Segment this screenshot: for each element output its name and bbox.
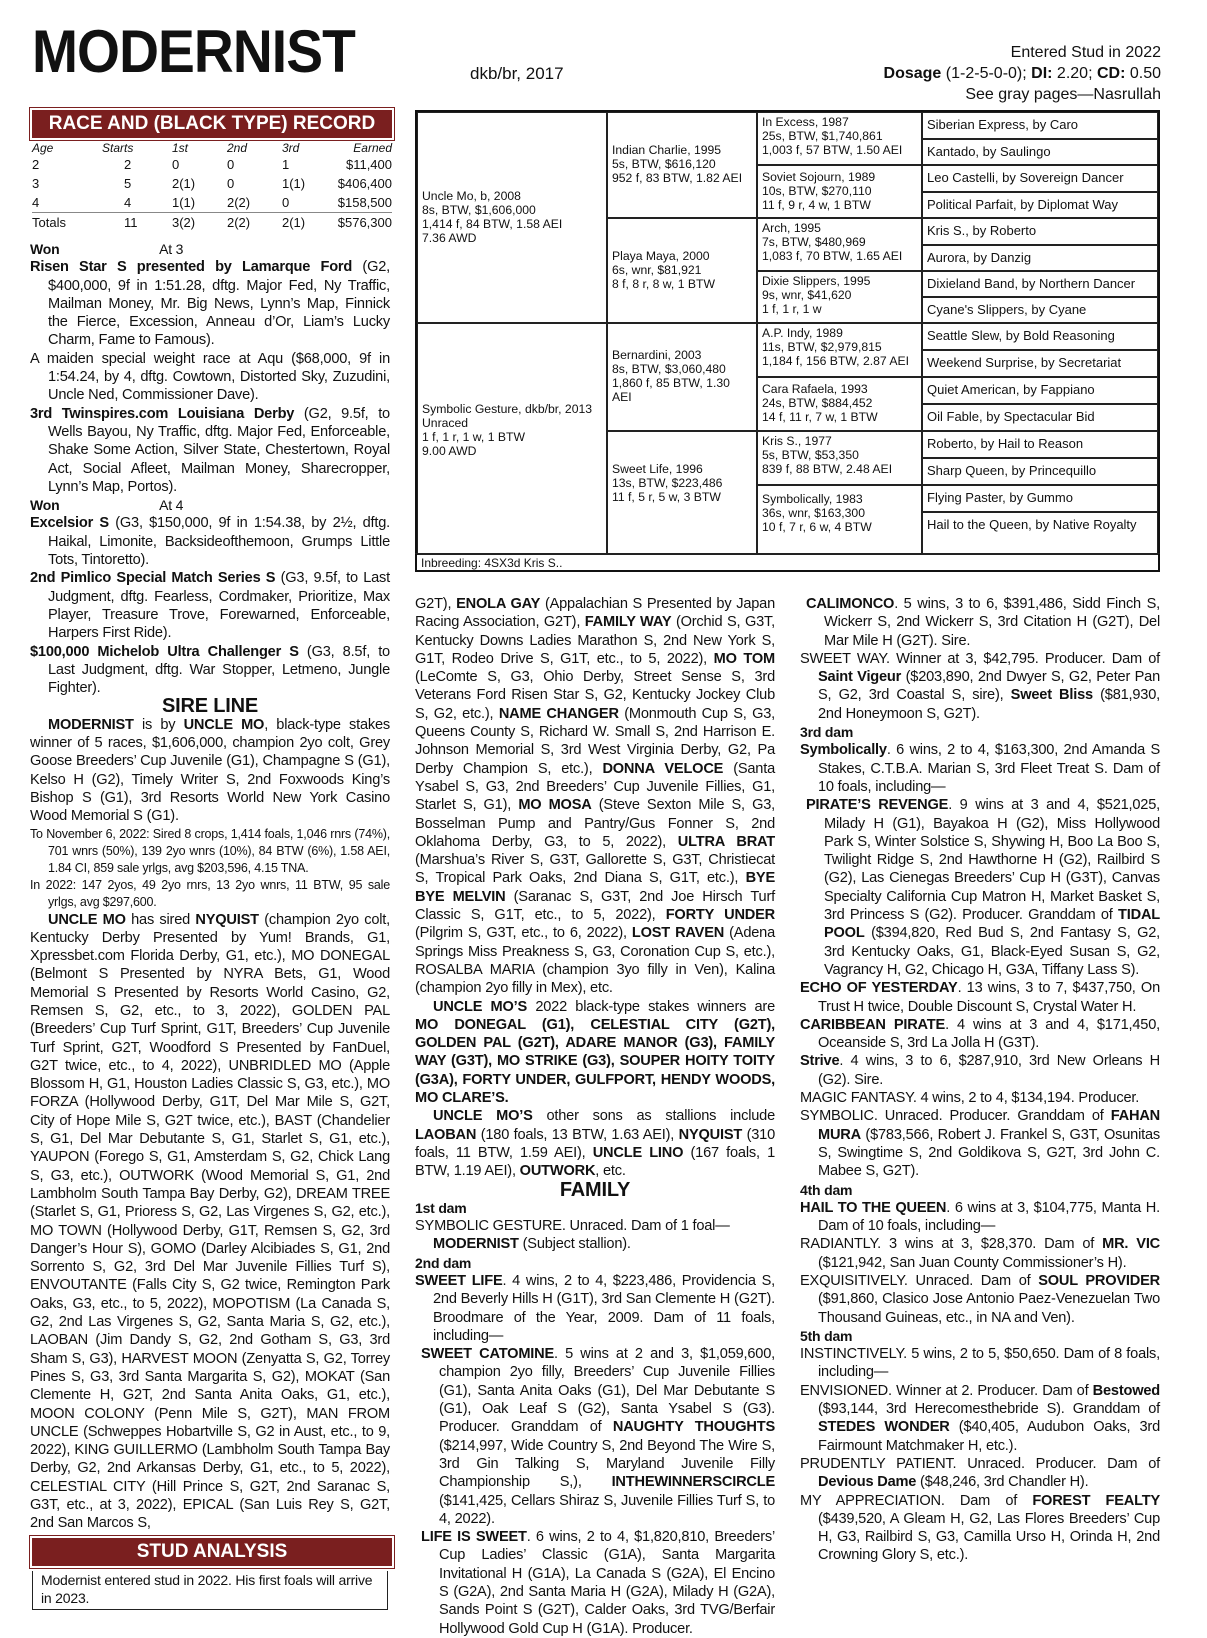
pedigree-g4-ancestor: Oil Fable, by Spectacular Bid bbox=[922, 404, 1158, 431]
produce-entry: ECHO OF YESTERDAY. 13 wins, 3 to 7, $437,750, On Trust H twice, Double Discount S, Crystal Water H. bbox=[800, 980, 1160, 1015]
sire-stats-2022: In 2022: 147 2yos, 49 2yo rnrs, 13 2yo wnrs, 11 BTW, 95 sale yrlgs, avg $297,600. bbox=[30, 877, 390, 909]
second-dam-entry: SWEET LIFE. 4 wins, 2 to 4, $223,486, Providencia S, 2nd Beverly Hills H (G1T), 3rd San Clemente H (G2T). Broodmare of the Year, 2009. Dam of 11 foals, including— bbox=[415, 1272, 775, 1344]
pedigree-g4-ancestor: Weekend Surprise, by Secretariat bbox=[922, 350, 1158, 377]
produce-entry: MY APPRECIATION. Dam of FOREST FEALTY ($439,520, A Gleam H, G2, Las Flores Breeders’ Cup H, G3, Railbird S, G3, Camilla Urso H, Orinda H, 2nd Crowning Glory S, etc.). bbox=[800, 1492, 1161, 1564]
progeny-continued: G2T), ENOLA GAY (Appalachian S Presented by Japan Racing Association, G2T), FAMILY WAY (Orchid S, G3T, Kentucky Downs Ladies Marathon S, 2nd New York S, G1T, Rodeo Drive S, G1T, etc., to 5, 2022), MO TOM (LeComte S, G3, Ohio Derby, Street Sense S, 3rd Veterans Ford Risen Star S, G2, Kentucky Jockey Club S, G2, etc.), NAME CHANGER (Monmouth Cup S, G3, Queens County S, Richard W. Small S, 2nd Harrison E. Johnson Memorial S, 3rd West Virginia Derby, G2, Pa Derby Champion S, etc.), DONNA VELOCE (Santa Ysabel S, G3, 2nd Breeders’ Cup Juvenile Fillies, G1, Starlet S, G1), MO MOSA (Steve Sexton Mile S, G3, Bosselman Pump and Pantry/Gus Fonner S, 2nd Oklahoma Derby, G3, to 5, 2022), ULTRA BRAT (Marshua’s River S, G3T, Gallorette S, G3T, Christiecat S, Tropical Park Oaks, 2nd Diana S, G1T, etc.), BYE BYE MELVIN (Saranac S, G3T, 2nd Joe Hirsch Turf Classic S, G1T, etc., to 5, 2022), FORTY UNDER (Pilgrim S, G3T, etc., to 6, 2022), LOST RAVEN (Adena Springs Miss Preakness S, G3, Coronation Cup S, etc.), ROSALBA MARIA (champion 3yo filly in Ven), Kalina (champion 2yo filly in Mex), etc. bbox=[415, 596, 776, 997]
race-entry: A maiden special weight race at Aqu ($68,000, 9f in 1:54.24, by 4, dftg. Cowtown, Distorted Sky, Zuzudini, Uncle Ned, Commissioner Dave). bbox=[30, 350, 390, 404]
entered-stud: Entered Stud in 2022 bbox=[1010, 44, 1161, 61]
race-record-header: Age Starts 1st 2nd 3rd Earned bbox=[32, 141, 392, 155]
dosage-line: Dosage (1-2-5-0-0); DI: 2.20; CD: 0.50 bbox=[883, 65, 1161, 82]
produce-entry: RADIANTLY. 3 wins at 3, $28,370. Dam of MR. VIC ($121,942, San Juan County Commissioner’s H). bbox=[800, 1236, 1161, 1271]
pedigree-g2: Sweet Life, 1996 13s, BTW, $223,486 11 f, 5 r, 5 w, 3 BTW bbox=[607, 431, 757, 555]
family-heading: FAMILY bbox=[559, 1178, 631, 1201]
pedigree-g4-ancestor: Hail to the Queen, by Native Royalty bbox=[922, 512, 1158, 555]
table-row: 4 4 1(1) 2(2) 0 $158,500 bbox=[32, 195, 392, 210]
third-dam-heading: 3rd dam bbox=[800, 724, 854, 741]
pedigree-g2: Indian Charlie, 1995 5s, BTW, $616,120 952 f, 83 BTW, 1.82 AEI bbox=[607, 112, 757, 218]
produce-entry: SWEET WAY. Winner at 3, $42,795. Producer. Dam of Saint Vigeur ($203,890, 2nd Dwyer S, G2, Peter Pan S, G2, 3rd Coastal S, sire), Sweet Bliss ($81,930, 2nd Honeymoon S, G2T). bbox=[800, 650, 1160, 722]
fourth-dam-entry: HAIL TO THE QUEEN. 6 wins at 3, $104,775, Manta H. Dam of 10 foals, including— bbox=[800, 1199, 1160, 1235]
pedigree-sire: Uncle Mo, b, 2008 8s, BTW, $1,606,000 1,414 f, 84 BTW, 1.58 AEI 7.36 AWD bbox=[417, 112, 607, 323]
stud-analysis-banner: STUD ANALYSIS bbox=[32, 1538, 392, 1566]
produce-entry: PRUDENTLY PATIENT. Unraced. Producer. Dam of Devious Dame ($48,246, 3rd Chandler H). bbox=[800, 1455, 1160, 1491]
pedigree-g3: Soviet Sojourn, 1989 10s, BTW, $270,110 11 f, 9 r, 4 w, 1 BTW bbox=[757, 165, 922, 218]
sire-line-para: MODERNIST is by UNCLE MO, black-type stakes winner of 5 races, $1,606,000, champion 2yo colt, Grey Goose Breeders’ Cup Juvenile (G1), Champagne S (G1), Kelso H (G2), Timely Writer S, 2nd Foxwoods King’s Bishop S (G1), 3rd Resorts World New York Casino Wood Memorial S (G1). bbox=[30, 716, 390, 825]
pedigree-g2: Bernardini, 2003 8s, BTW, $3,060,480 1,860 f, 85 BTW, 1.30 AEI bbox=[607, 323, 757, 431]
race-entry: Excelsior S (G3, $150,000, 9f in 1:54.38, by 2½, dftg. Haikal, Limonite, Backsideofthemoon, Grumps Little Tots, Tintoretto). bbox=[30, 515, 390, 569]
race-and-sire-column bbox=[30, 240, 390, 1533]
produce-entry: LIFE IS SWEET. 6 wins, 2 to 4, $1,820,810, Breeders’ Cup Ladies’ Classic (G1A), Santa Margarita Invitational H (G1A), La Canada S (G2A), El Encino S (G2A), 2nd Santa Maria H (G2A), Milady H (G2A), Sands Point S (G2T), Calder Oaks, 3rd TVG/Berfair Hollywood Gold Cup H (G1A). Producer. bbox=[421, 1529, 775, 1637]
pedigree-g4-ancestor: Dixieland Band, by Northern Dancer bbox=[922, 271, 1158, 297]
pedigree-g4-ancestor: Aurora, by Danzig bbox=[922, 245, 1158, 271]
race-entry: $100,000 Michelob Ultra Challenger S (G3, 8.5f, to Last Judgment, dftg. War Stopper, Letmeno, Jungle Fighter). bbox=[30, 643, 390, 697]
produce-entry: PIRATE’S REVENGE. 9 wins at 3 and 4, $521,025, Milady H (G1), Bayakoa H (G2), Miss Hollywood Park S, Winter Solstice S, Shywing H, Boo La Boo S, Twilight Ridge S, 2nd Hawthorne H (G2), Railbird S (G2), Las Cienegas Breeders’ Cup H (G3T), Canvas Specialty California Cup Matron H, Market Basket S, 3rd Princess S (G2). Producer. Granddam of TIDAL POOL ($394,820, Red Bud S, 2nd Fantasy S, G2, 3rd Kentucky Oaks, G1, Black-Eyed Susan S, G2, Vagrancy H, G2, Chicago H, G3A, Tiffany Lass S). bbox=[806, 797, 1160, 978]
pedigree-g4-ancestor: Kris S., by Roberto bbox=[922, 218, 1158, 245]
pedigree-g4-ancestor: Leo Castelli, by Sovereign Dancer bbox=[922, 165, 1158, 192]
sire-sons-para: UNCLE MO has sired NYQUIST (champion 2yo colt, Kentucky Derby Presented by Yum! Brands, G1, Xpressbet.com Florida Derby, G1, etc.), MO DONEGAL (Belmont S Presented by NYRA Bets, G1, Wood Memorial S Presented by Resorts World Casino, G2, Remsen S, G2, etc., to 3, 2022), GOLDEN PAL (Breeders’ Cup Turf Sprint, G1T, Breeders’ Cup Juvenile Turf Sprint, G2T, Woodford S Presented by FanDuel, G2T twice, etc., to 4, 2022), UNBRIDLED MO (Apple Blossom H, G1, Houston Ladies Classic S, G3, etc.), MO FORZA (Hollywood Derby, G1T, Del Mar Mile S, G2T, City of Hope Mile S, G2T twice, etc.), BAST (Chandelier S, G1, Del Mar Debutante S, G1, Starlet S, G1, etc.), YAUPON (Forego S, G1, Amsterdam S, G2, Chick Lang S, G3, etc.), OUTWORK (Wood Memorial S, G1, 2nd Lambholm South Tampa Bay Derby, G2), DREAM TREE (Starlet S, G1, Prioress S, G2, Las Virgenes S, G2, etc.), MO TOWN (Hollywood Derby, G1T, Remsen S, G2, 3rd Danger’s Hour S), GOMO (Darley Alcibiades S, G1, 2nd Sorrento S, G2, 3rd Del Mar Juvenile Fillies Turf S), ENVOUTANTE (Falls City S, G2 twice, Remington Park Oaks, G3, etc., to 5, 2022), MOPOTISM (La Canada S, G2, 2nd Las Virgenes S, G2, Santa Maria S, G2, etc.), LAOBAN (Jim Dandy S, G2, 2nd Gotham S, G3, 3rd Sham S, G3), HARVEST MOON (Zenyatta S, G2, Torrey Pines S, G3, 3rd Santa Margarita S, G2), MOKAT (San Clemente H, G2T, 2nd Santa Anita Oaks, G1, etc.), MOON COLONY (Penn Mile S, G2T), MAN FROM UNCLE (Schweppes Hobartville S, G2 in Aust, etc., to 9, 2022), KING GUILLERMO (Lambholm South Tampa Bay Derby, G2, 2nd Arkansas Derby, G1, etc., to 5, 2022), CELESTIAL CITY (Hill Prince S, G2T, 2nd Saranac S, G3T, etc., at 3, 2022), EPICAL (San Luis Rey S, G2T, 2nd San Marcos S, bbox=[30, 911, 390, 1532]
pedigree-g4-ancestor: Roberto, by Hail to Reason bbox=[922, 431, 1158, 458]
table-row: 2 2 0 0 1 $11,400 bbox=[32, 157, 392, 172]
table-row-totals: Totals 11 3(2) 2(2) 2(1) $576,300 bbox=[32, 213, 392, 233]
pedigree-g4-ancestor: Seattle Slew, by Bold Reasoning bbox=[922, 323, 1158, 350]
fifth-dam-entry: INSTINCTIVELY. 5 wins, 2 to 5, $50,650. Dam of 8 foals, including— bbox=[800, 1346, 1160, 1381]
race-entry: 3rd Twinspires.com Louisiana Derby (G2, 9.5f, to Wells Bayou, Ny Traffic, dftg. Major Fed, Enforceable, Shake Some Action, Silver State, Chestertown, Royal Act, Social Afleet, Mailman Money, Sharecropper, Lynn’s Map, Portos). bbox=[30, 405, 390, 495]
stud-info bbox=[884, 42, 1161, 105]
pedigree-g4-ancestor: Cyane's Slippers, by Cyane bbox=[922, 297, 1158, 323]
produce-entry: SWEET CATOMINE. 5 wins at 2 and 3, $1,059,600, champion 2yo filly, Breeders’ Cup Juvenile Fillies (G1), Santa Anita Oaks (G1), Del Mar Debutante S (G1), Oak Leaf S (G2), Santa Ysabel S (G3). Producer. Granddam of NAUGHTY THOUGHTS ($214,997, Wide Country S, 2nd Beyond The Wire S, 3rd Gin Talking S, Maryland Juvenile Filly Championship S,), INTHEWINNERSCIRCLE ($141,425, Cellars Shiraz S, Juvenile Fillies Turf S, to 4, 2022). bbox=[421, 1346, 775, 1527]
produce-entry: ENVISIONED. Winner at 2. Producer. Dam of Bestowed ($93,144, 3rd Herecomesthebride S). Granddam of STEDES WONDER ($40,405, Audubon Oaks, 3rd Fairmount Matchmaker H, etc.). bbox=[800, 1382, 1160, 1454]
table-row: 3 5 2(1) 0 1(1) $406,400 bbox=[32, 176, 392, 191]
third-dam-entry: Symbolically. 6 wins, 2 to 4, $163,300, 2nd Amanda S Stakes, C.T.B.A. Marian S, 3rd Fleet Treat S. Dam of 10 foals, including— bbox=[800, 742, 1160, 795]
produce-entry: SYMBOLIC. Unraced. Producer. Granddam of FAHAN MURA ($783,566, Robert J. Frankel S, G3T, Osunitas S, Swingtime S, 2nd Goldikova S, G2T, 3rd John C. Mabee S, G2T). bbox=[800, 1108, 1160, 1180]
race-record-table bbox=[32, 141, 392, 232]
race-entry: 2nd Pimlico Special Match Series S (G3, 9.5f, to Last Judgment, dftg. Fearless, Cordmaker, Prioritize, Max Player, Treasure Trove, Forewarned, Enforceable, Harpers First Ride). bbox=[30, 570, 390, 642]
pedigree-g3: A.P. Indy, 1989 11s, BTW, $2,979,815 1,184 f, 156 BTW, 2.87 AEI bbox=[757, 323, 922, 377]
pedigree-chart bbox=[415, 110, 1160, 572]
won-age-3: Won At 3 bbox=[30, 241, 184, 257]
pedigree-dam: Symbolic Gesture, dkb/br, 2013 Unraced 1 f, 1 r, 1 w, 1 BTW 9.00 AWD bbox=[417, 323, 607, 555]
second-dam-heading: 2nd dam bbox=[415, 1254, 472, 1271]
pedigree-g3: Kris S., 1977 5s, BTW, $53,350 839 f, 88 BTW, 2.48 AEI bbox=[757, 431, 922, 485]
race-entry: Risen Star S presented by Lamarque Ford (G2, $400,000, 9f in 1:51.28, dftg. Major Fed, Ny Traffic, Mailman Money, Mr. Big News, Lynn’s Map, Finnick the Fierce, Excession, Anneau d’Or, Liam’s Lucky Charm, Fame to Famous). bbox=[30, 259, 391, 349]
won-age-4: Won At 4 bbox=[30, 497, 184, 514]
pedigree-g3: Arch, 1995 7s, BTW, $480,969 1,083 f, 70 BTW, 1.65 AEI bbox=[757, 218, 922, 271]
uncle-mo-stallion-sons: UNCLE MO’S other sons as stallions include LAOBAN (180 foals, 13 BTW, 1.63 AEI), NYQUIST (310 foals, 11 BTW, 1.59 AEI), UNCLE LINO (167 foals, 1 BTW, 1.19 AEI), OUTWORK, etc. bbox=[415, 1108, 775, 1180]
produce-entry: MAGIC FANTASY. 4 wins, 2 to 4, $134,194. Producer. bbox=[800, 1090, 1140, 1107]
pedigree-g3: Symbolically, 1983 36s, wnr, $163,300 10 f, 7 r, 6 w, 4 BTW bbox=[757, 485, 922, 555]
pedigree-g4-ancestor: Political Parfait, by Diplomat Way bbox=[922, 192, 1158, 218]
produce-entry: Strive. 4 wins, 3 to 6, $287,910, 3rd New Orleans H (G2). Sire. bbox=[800, 1053, 1160, 1088]
pedigree-g3: Cara Rafaela, 1993 24s, BTW, $884,452 14 f, 11 r, 7 w, 1 BTW bbox=[757, 377, 922, 431]
produce-entry: CARIBBEAN PIRATE. 4 wins at 3 and 4, $171,450, Oceanside S, 3rd La Jolla H (G3T). bbox=[800, 1016, 1160, 1052]
pedigree-g3: Dixie Slippers, 1995 9s, wnr, $41,620 1 f, 1 r, 1 w bbox=[757, 271, 922, 323]
fourth-dam-heading: 4th dam bbox=[800, 1181, 853, 1198]
family-column-left bbox=[415, 595, 775, 1638]
pedigree-g4-ancestor: Siberian Express, by Caro bbox=[922, 112, 1158, 139]
race-record-banner: RACE AND (BLACK TYPE) RECORD bbox=[32, 110, 392, 138]
produce-entry: EXQUISITIVELY. Unraced. Dam of SOUL PROVIDER ($91,860, Clasico Jose Antonio Paez-Venezuelan Two Thousand Guineas, etc., in NA and Ven). bbox=[800, 1272, 1160, 1326]
uncle-mo-2022-winners: UNCLE MO’S 2022 black-type stakes winners are MO DONEGAL (G1), CELESTIAL CITY (G2T), GOLDEN PAL (G2T), ADARE MANOR (G3), FAMILY WAY (G3T), MO STRIKE (G3), SOUPER HOITY TOITY (G3A), FORTY UNDER, GULFPORT, HENDY WOODS, MO CLARE’S. bbox=[415, 998, 775, 1107]
inbreeding-line: Inbreeding: 4SX3d Kris S.. bbox=[415, 553, 1160, 572]
sire-stats: To November 6, 2022: Sired 8 crops, 1,414 foals, 1,046 rnrs (74%), 701 wnrs (50%), 139 2yo wnrs (10%), 84 BTW (6%), 1.58 AEI, 1.84 CI, 859 sale yrlgs, avg $203,596, 4.15 TNA. bbox=[30, 826, 390, 875]
pedigree-g4-ancestor: Kantado, by Saulingo bbox=[922, 139, 1158, 165]
gray-pages-note: See gray pages—Nasrullah bbox=[965, 86, 1161, 103]
horse-name: MODERNIST bbox=[32, 18, 355, 85]
pedigree-g4-ancestor: Quiet American, by Fappiano bbox=[922, 377, 1158, 404]
pedigree-g4-ancestor: Flying Paster, by Gummo bbox=[922, 485, 1158, 512]
pedigree-g2: Playa Maya, 2000 6s, wnr, $81,921 8 f, 8 r, 8 w, 1 BTW bbox=[607, 218, 757, 323]
pedigree-g3: In Excess, 1987 25s, BTW, $1,740,861 1,003 f, 57 BTW, 1.50 AEI bbox=[757, 112, 922, 165]
stud-analysis-text: Modernist entered stud in 2022. His first foals will arrive in 2023. bbox=[32, 1571, 388, 1610]
color-year: dkb/br, 2017 bbox=[470, 64, 564, 83]
produce-entry: CALIMONCO. 5 wins, 3 to 6, $391,486, Sidd Finch S, Wickerr S, 2nd Wickerr S, 3rd Citation H (G2T), Del Mar Mile H (G2T). Sire. bbox=[806, 596, 1160, 649]
fifth-dam-heading: 5th dam bbox=[800, 1327, 853, 1344]
first-dam-entry: SYMBOLIC GESTURE. Unraced. Dam of 1 foal— MODERNIST (Subject stallion). bbox=[415, 1218, 730, 1253]
sire-line-heading: SIRE LINE bbox=[162, 695, 258, 718]
pedigree-g4-ancestor: Sharp Queen, by Princequillo bbox=[922, 458, 1158, 485]
first-dam-heading: 1st dam bbox=[415, 1199, 467, 1216]
family-column-right bbox=[800, 595, 1160, 1565]
